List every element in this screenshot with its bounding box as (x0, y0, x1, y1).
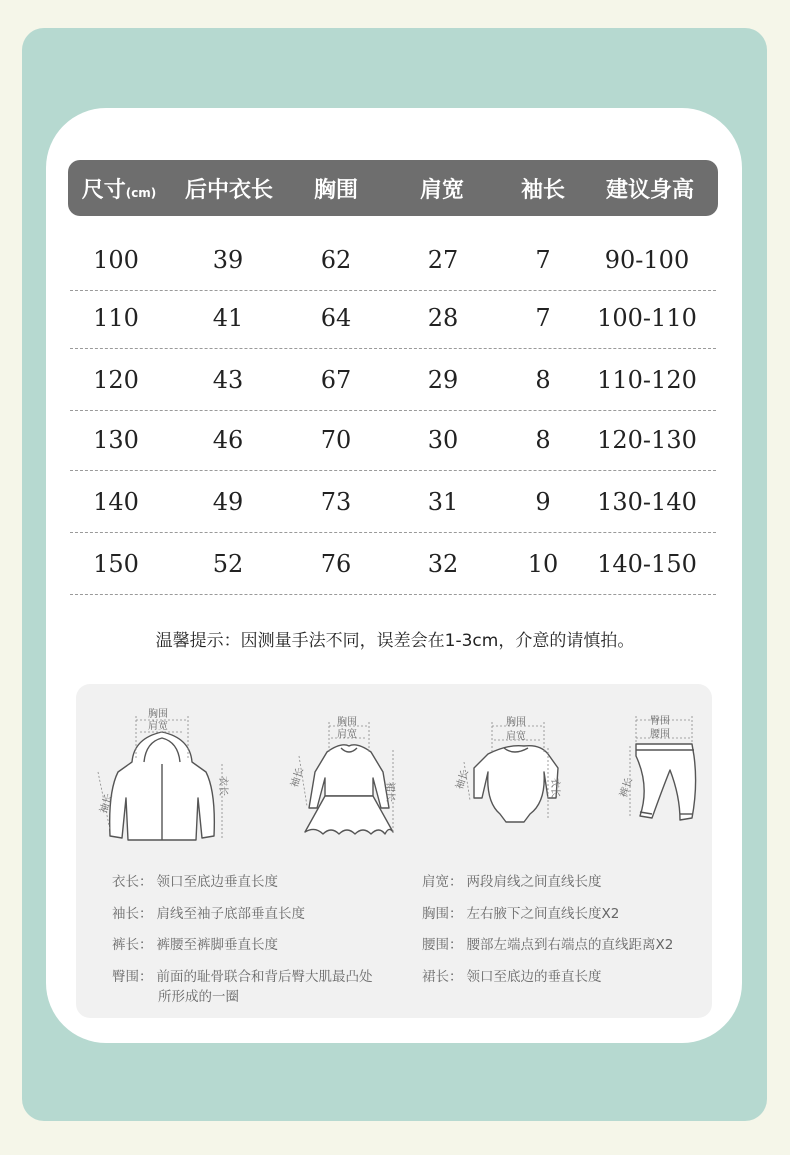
label-skirt-length: 裙长 (384, 782, 395, 802)
cell-sleeve: 10 (527, 550, 559, 578)
cell-chest: 73 (320, 488, 352, 516)
cell-sleeve: 7 (535, 304, 551, 332)
definition-skirt-length: 裙长： 领口至底边的垂直长度 (422, 969, 602, 985)
label-sleeve: 袖长 (98, 792, 116, 815)
pants-diagram (606, 710, 702, 834)
cell-height: 120-130 (597, 426, 697, 454)
label-sleeve: 袖长 (289, 766, 307, 789)
header-chest: 胸围 (313, 177, 358, 203)
cell-chest: 76 (320, 550, 352, 578)
label-chest: 胸围 (337, 717, 357, 728)
cell-size: 110 (93, 304, 139, 332)
dress-diagram (285, 712, 415, 842)
cell-sleeve: 7 (535, 246, 551, 274)
definition-waist: 腰围： 腰部左端点到右端点的直线距离X2 (422, 937, 674, 953)
label-shoulder: 肩宽 (337, 729, 357, 740)
label-chest: 胸围 (148, 709, 168, 720)
cell-size: 150 (93, 550, 139, 578)
table-row (70, 350, 716, 411)
table-row (70, 472, 716, 533)
cell-length: 39 (212, 246, 244, 274)
jacket-diagram (92, 702, 242, 852)
label-length: 衣长 (549, 778, 560, 798)
cell-shoulder: 31 (427, 488, 459, 516)
cell-shoulder: 28 (427, 304, 459, 332)
cell-chest: 62 (320, 246, 352, 274)
label-hip: 臀围 (650, 716, 670, 727)
header-height: 建议身高 (605, 177, 694, 203)
cell-length: 52 (212, 550, 244, 578)
cell-sleeve: 9 (535, 488, 551, 516)
cell-size: 140 (93, 488, 139, 516)
cell-chest: 70 (320, 426, 352, 454)
cell-height: 100-110 (597, 304, 697, 332)
cell-length: 46 (212, 426, 244, 454)
label-sleeve: 袖长 (454, 768, 472, 791)
label-shoulder: 肩宽 (148, 721, 168, 732)
definition-sleeve: 袖长： 肩线至袖子底部垂直长度 (112, 906, 305, 922)
header-size: 尺寸(cm) (81, 177, 157, 203)
header-sleeve: 袖长 (520, 177, 565, 203)
header-shoulder: 肩宽 (419, 177, 464, 203)
cell-size: 100 (93, 246, 139, 274)
cell-height: 140-150 (597, 550, 697, 578)
cell-size: 130 (93, 426, 139, 454)
cell-shoulder: 30 (427, 426, 459, 454)
measurement-tip: 温馨提示：因测量手法不同，误差会在1-3cm，介意的请慎拍。 (155, 631, 635, 651)
size-table-header (68, 160, 718, 216)
table-row (70, 288, 716, 349)
cell-length: 41 (212, 304, 244, 332)
cell-chest: 67 (320, 366, 352, 394)
label-chest: 胸围 (506, 717, 526, 728)
label-pants-length: 裤长 (618, 776, 636, 799)
cell-shoulder: 27 (427, 246, 459, 274)
cell-height: 110-120 (597, 366, 697, 394)
table-row (70, 230, 716, 291)
cell-shoulder: 29 (427, 366, 459, 394)
cell-sleeve: 8 (535, 426, 551, 454)
cell-length: 43 (212, 366, 244, 394)
definition-pants-length: 裤长： 裤腰至裤脚垂直长度 (112, 937, 278, 953)
cell-sleeve: 8 (535, 366, 551, 394)
header-length: 后中衣长 (184, 177, 273, 203)
cell-size: 120 (93, 366, 139, 394)
label-waist: 腰围 (650, 729, 670, 740)
definition-length: 衣长： 领口至底边垂直长度 (112, 874, 278, 890)
cell-shoulder: 32 (427, 550, 459, 578)
label-shoulder: 肩宽 (506, 731, 526, 742)
cell-length: 49 (212, 488, 244, 516)
cell-height: 90-100 (604, 246, 690, 274)
cell-height: 130-140 (597, 488, 697, 516)
table-row (70, 534, 716, 595)
definition-chest: 胸围： 左右腋下之间直线长度X2 (422, 906, 620, 922)
table-row (70, 410, 716, 471)
definition-shoulder: 肩宽： 两段肩线之间直线长度 (422, 874, 602, 890)
romper-diagram (448, 714, 578, 834)
definition-hip: 臀围： 前面的耻骨联合和背后臀大肌最凸处 所形成的一圈 (112, 969, 373, 1005)
label-length: 衣长 (217, 776, 228, 796)
cell-chest: 64 (320, 304, 352, 332)
